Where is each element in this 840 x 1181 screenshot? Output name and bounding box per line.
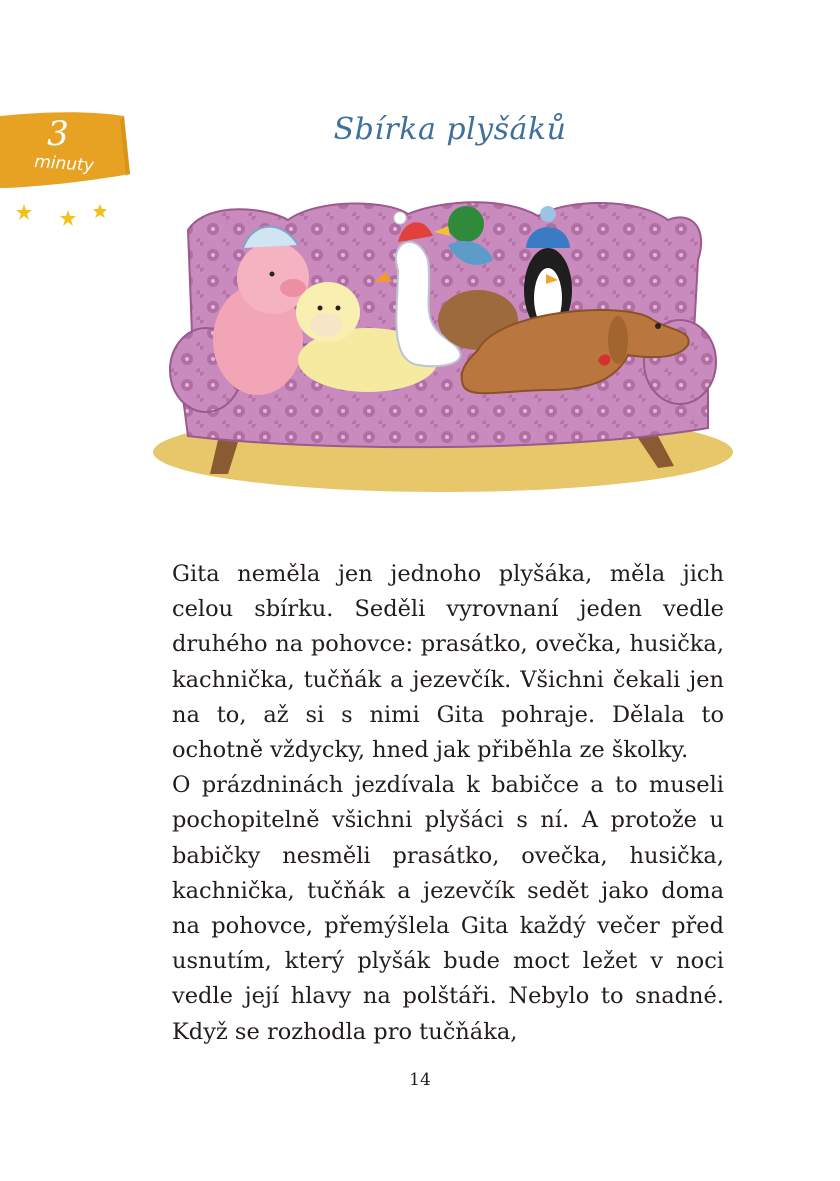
story-title: Sbírka plyšáků	[333, 112, 567, 147]
reading-time-badge	[0, 110, 132, 192]
star-icon	[60, 210, 76, 226]
badge-number: 3	[47, 114, 69, 154]
star-icon	[16, 204, 32, 220]
story-paragraph-1: Gita neměla jen jednoho plyšáka, měla jich celou sbírku. Seděli vyrovnaní jeden vedle druhého na pohovce: prasátko, ovečka, husička, kachnička, tučňák a jezevčík. Všichni čekali jen na to, až si s nimi Gita pohraje. Dělala to ochotně vždycky, hned jak přiběhla ze školky.	[172, 561, 724, 764]
page-number: 14	[409, 1070, 431, 1090]
star-icon	[93, 204, 107, 218]
illustration-toys-on-sofa	[148, 190, 738, 500]
story-text	[172, 557, 724, 1050]
badge-label: minuty	[33, 151, 95, 177]
toy-duck-head	[448, 206, 484, 242]
stars-decoration	[14, 202, 114, 228]
story-paragraph-2: O prázdninách jezdívala k babičce a to museli pochopitelně všichni plyšáci s ní. A protože u babičky nesměli prasátko, ovečka, husička, kachnička, tučňák a jezevčík sedět jako doma na pohovce, přemýšlela Gita každý večer před usnutím, který plyšák bude moct ležet v noci vedle její hlavy na polštáři. Nebylo to snadné. Když se rozhodla pro tučňáka,	[172, 772, 724, 1045]
